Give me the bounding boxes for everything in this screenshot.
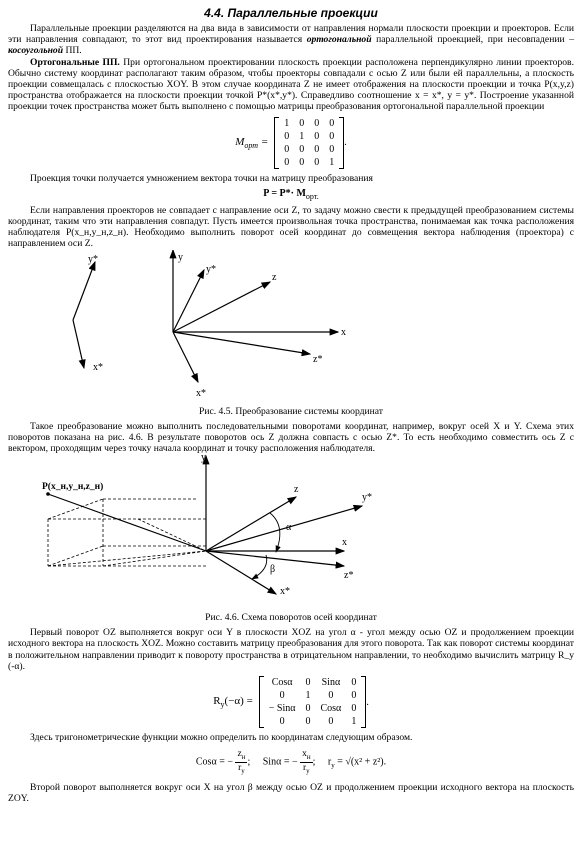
label-alpha: α <box>286 522 292 534</box>
matrix-rotation-table <box>264 676 362 728</box>
axis-z <box>173 282 270 332</box>
matrix-rotation-cell: Cosα <box>320 703 342 715</box>
matrix-rotation-cell: Sinα <box>321 677 341 689</box>
paragraph-rotations: Такое преобразование можно выполнить последовательными поворотами координат, например, вокруг осей X и Y. Схема этих поворотов показана на рис. 4.6. В результате поворотов ось Z должна совпасть с осью Z*. То есть необходимо совместить ось Z с вектором, проходящим через точку начала координат и точку расположения наблюдателя. <box>8 420 574 455</box>
matrix-orthogonal-cell: 1 <box>329 156 335 168</box>
paragraph-first-rotation: Первый поворот OZ выполняется вокруг оси Y в плоскости XOZ на угол α - угол между осью OZ и продолжением проекции исходного вектора на плоскость XOZ. Можно составить матрицу преобразования для этого поворота. Так как поворот системы координат в положительном направлении приводит к повороту пространства в отрицательном направлении, то необходимо вычислить матрицу R_y (-α). <box>8 627 574 672</box>
matrix-orthogonal-cell: 0 <box>284 143 290 155</box>
label-x: x <box>341 326 346 338</box>
axis-z-star <box>173 332 310 354</box>
rotation-scheme-diagram <box>8 454 574 606</box>
label-z-star: z* <box>313 353 323 365</box>
matrix-orthogonal-row <box>279 156 339 169</box>
formula-projection: $P = P*\cdot M_{орт.}$ <box>263 187 319 201</box>
label-z: z <box>272 271 277 283</box>
paragraph-observer: Если направления проекторов не совпадает с направление оси Z, то задачу можно свести к предыдущей преобразованием системы координат, таким что эти направления совпадут. Пусть имеется произвольная точка пространства, понимаемая как точка расположения наблюдателя P(x_н,y_н,z_н). Необходимо выполнить поворот осей координат до совмещения вектора наблюдения (проектора) с направлением оси Z. <box>8 204 574 250</box>
label-y-star: y* <box>206 263 216 275</box>
observer-point <box>46 492 50 496</box>
matrix-orthogonal-cell: 0 <box>329 130 335 142</box>
matrix-orthogonal-cell: 0 <box>314 130 320 142</box>
matrix-orthogonal-cell: 0 <box>329 143 335 155</box>
axis-y-star <box>206 506 362 551</box>
label-observer-point: P(x_н,y_н,z_н) <box>42 482 104 493</box>
term-orthogonal: ортогональной <box>306 34 372 46</box>
matrix-orthogonal-cell: 0 <box>299 143 305 155</box>
matrix-rotation-row <box>264 702 362 715</box>
matrix-rotation-cell: 0 <box>279 690 285 702</box>
figure-4-5 <box>8 250 574 417</box>
axis-z <box>206 497 296 551</box>
formula-trig: Cosα = − $\frac{z_н}{r_y}$; Sinα = − $\frac{x_н}{r_y}$; $r_y = √(x^2 + z^2)$. <box>195 749 387 776</box>
section-title: 4.4. Параллельные проекции <box>204 6 378 20</box>
label-z: z <box>294 484 299 496</box>
matrix-rotation-cell: Cosα <box>271 677 293 689</box>
matrix-orthogonal-cell: 0 <box>299 117 305 129</box>
figure-4-5-caption: Рис. 4.5. Преобразование системы координат <box>199 405 383 417</box>
matrix-orthogonal-cell: 0 <box>329 117 335 129</box>
axis-y-star <box>173 270 204 332</box>
figure-4-6 <box>8 454 574 623</box>
label-x-star-left: x* <box>93 361 103 373</box>
matrix-orthogonal-cell: 0 <box>299 156 305 168</box>
figure-4-6-caption: Рис. 4.6. Схема поворотов осей координат <box>205 612 377 624</box>
matrix-rotation-row <box>264 676 362 689</box>
matrix-rotation-cell: 0 <box>305 703 311 715</box>
matrix-orthogonal: $M_{орт}$ = 1 0 0 0 0 1 0 0 0 0 0 0 0 0 0 1 . <box>235 117 347 168</box>
term-orthogonal-pp: Ортогональные ПП. <box>30 56 120 68</box>
coordinate-transform-diagram <box>8 250 574 400</box>
term-oblique: косоугольной <box>8 45 64 57</box>
label-y-star: y* <box>362 492 372 504</box>
axis-x-star <box>173 332 198 382</box>
matrix-rotation-cell: 0 <box>279 716 285 728</box>
matrix-rotation-cell: 0 <box>328 690 334 702</box>
label-y: y <box>201 454 206 464</box>
label-x: x <box>342 537 347 549</box>
label-y-star-left: y* <box>88 253 98 265</box>
label-y: y <box>178 251 183 263</box>
matrix-rotation-cell: 0 <box>351 703 357 715</box>
matrix-orthogonal-table <box>279 117 339 169</box>
matrix-rotation-cell: 0 <box>351 690 357 702</box>
matrix-orthogonal-cell: 0 <box>314 143 320 155</box>
paragraph-projection: Проекция точки получается умножением вектора точки на матрицу преобразования <box>30 172 373 184</box>
axis-x-star-left <box>73 320 84 368</box>
label-z-star: z* <box>344 570 354 582</box>
paragraph-intro: Параллельные проекции разделяются на два вида в зависимости от направления нормали плоскости проекции и проекторов. Если эти направления совпадают, то этот вид проектирования называется ортогональной параллельной проекцией, при несовпадении – косоугольной ПП. <box>8 23 574 57</box>
matrix-rotation-cell: 1 <box>305 690 311 702</box>
matrix-rotation-cell: 0 <box>328 716 334 728</box>
matrix-rotation-y: $R_y(-\alpha)$ = Cosα 0 Sinα 0 0 1 0 0 − Sinα 0 Cosα 0 0 0 0 1 . <box>213 677 369 728</box>
matrix-orthogonal-cell: 0 <box>314 156 320 168</box>
page <box>8 6 574 804</box>
matrix-rotation-cell: − Sinα <box>268 703 296 715</box>
label-beta: β <box>270 564 276 576</box>
matrix-rotation-cell: 0 <box>351 677 357 689</box>
matrix-orthogonal-row <box>279 143 339 156</box>
matrix-rotation-row <box>264 689 362 702</box>
matrix-orthogonal-cell: 0 <box>314 117 320 129</box>
matrix-orthogonal-cell: 0 <box>284 130 290 142</box>
label-x-star: x* <box>196 387 206 399</box>
matrix-rotation-cell: 0 <box>305 677 311 689</box>
construction-lines <box>48 499 206 566</box>
axis-y-star-left <box>73 262 95 320</box>
paragraph-orthogonal: Ортогональные ПП. При ортогональном проектировании плоскость проекции расположена перпендикулярно линии проекторов. Обычно систему координат располагают таким образом, чтобы проекторы совпадали с осью Z или были ей параллельны, а плоскость проекции совмещалась с плоскостью XOY. В этом случае координата Z не имеет отображения на плоскости проекции и точка P(x,y,z) пространства отображается на плоскости проекции точкой P*(x*,y*). Справедливо соотношение x = x*, y = y*. Построение указанной проекции точек пространства может быть выполнено с помощью матрицы преобразования ортогональной параллельной проекции <box>8 56 574 113</box>
matrix-orthogonal-cell: 1 <box>284 117 290 129</box>
matrix-rotation-row <box>264 715 362 728</box>
paragraph-second-rotation: Второй поворот выполняется вокруг оси X на угол β между осью OZ и продолжением проекции исходного вектора на плоскость ZOY. <box>8 782 574 805</box>
label-x-star: x* <box>280 586 290 598</box>
matrix-orthogonal-cell: 0 <box>284 156 290 168</box>
matrix-orthogonal-row <box>279 130 339 143</box>
matrix-orthogonal-row <box>279 117 339 130</box>
matrix-rotation-cell: 1 <box>351 716 357 728</box>
matrix-orthogonal-cell: 1 <box>299 130 305 142</box>
paragraph-trig: Здесь тригонометрические функции можно определить по координатам следующим образом. <box>30 732 413 744</box>
observer-vector <box>48 494 206 551</box>
angle-beta-arc <box>252 555 267 579</box>
matrix-rotation-cell: 0 <box>305 716 311 728</box>
